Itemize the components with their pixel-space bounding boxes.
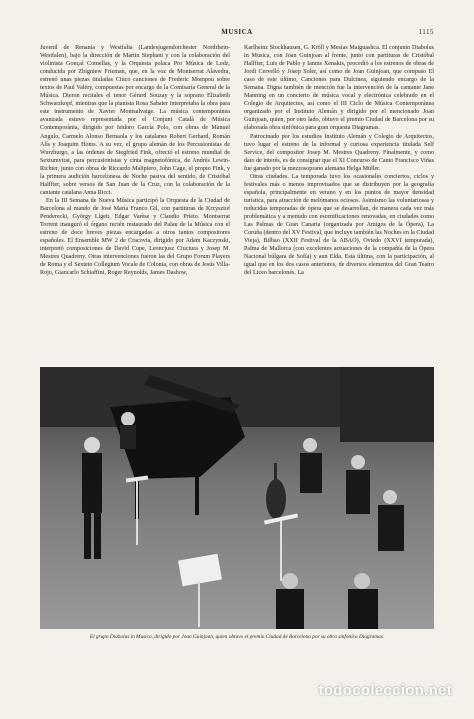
section-title: MUSICA — [221, 28, 253, 36]
paragraph: Otras ciudades. La temporada tuvo los ocasionales conciertos, ciclos y festivales más o menos improvisados que se distribuyen por la geografía española, principalmente en verano y en los puntos de mayor densidad turística, para atracción de melómanos ociosos. Asimismo las voluntariosas y reducidas temporadas de ópera que se desarrollan, de manera cada vez más problemática y a menudo con escenificaciones renovadas, en ciudades como Las Palmas de Gran Canaria (organizada por Amigos de la Ópera), La Coruña (dentro del XV Festival, que incluye también las Noches en la Ciudad Vieja), Bilbao (XXII Festival de la ABAO), Oviedo (XXVI temporada), Palma de Mallorca (con excelentes actuaciones de la compañía de la Ópera Nacional búlgara de Sofía) y aun Elda. Esta última, con la participación, al igual que en los dos casos anteriores, de diversos elementos del Gran Teatro del Liceo barcelonés. La — [244, 173, 434, 277]
ensemble-photo-illustration — [40, 367, 434, 629]
text-columns — [40, 44, 434, 362]
paragraph: En la III Semana de Nueva Música participó la Orquesta de la Ciudad de Barcelona al mando de José María Franco Gil, con partituras de Krzysztof Penderecki, György Ligeti, Edgar Varèse y Claudio Prieto. Montserrat Torrent inauguró el órgano recién restaurado del Palau de la Música con el estreno de doce breves piezas encargadas a otros tantos compositores españoles. El Ensemble MW 2 de Cracovia, dirigido por Adam Kaczynski, interpretó composiciones de David Cope, Leoncjusz Ciuciura y Josep M. Mestres Quadreny. Otras intervenciones fueron las del Grupo Forum Players de Roma y el Sexteto Collegium Vocale de Colonia, con obras de Jesús Villa-Rojo, Giancarlo Schiaffini, Roger Reynolds, James Dashow, — [40, 197, 230, 277]
running-head — [40, 28, 434, 40]
left-column — [40, 44, 230, 362]
watermark-logo: todocoleccion.net — [318, 682, 452, 699]
page-number: 1115 — [418, 28, 434, 36]
photo-caption: El grupo Diabolus in Musica, dirigido por Joan Guinjoan, quien obtuvo el premio Ciudad de Barcelona por su obra sinfónica Diagramas. — [89, 634, 385, 640]
paragraph: Patrocinado por los estudios Instituto Alemán y Colegio de Arquitectos, tuvo lugar el estreno de la informal y curiosa experiencia titulada Self Service, del compositor Josep M. Mestres Quadreny. Finalmente, y como dato de interés, es de consignar que el XI Concurso de Canto Francisco Viñas fue ganado por la mezzosoprano alemana Helga Müller. — [244, 133, 434, 172]
right-column — [244, 44, 434, 362]
paragraph: Juvenil de Renania y Westfalia (Landesjugendorchester Nordrhein-Westfalen), bajo la dirección de Martin Stephani y con la colaboración del violinista Gonçal Comellas, y la Orquesta polaca Pro Música de Lodz, conducida por Zbigniew Frieman, que, en la voz de Montserrat Alavedra, estrenó unas piezas tituladas Cinco canciones de Frederic Mompou sobre textos de Paul Valéry, compuestas por encargo de la Comisaría General de la Música. Dieron recitales el tenor Gérard Souzay y la soprano Elizabeth Schwarzkopf, mientras que la pianista Rosa Sabater interpretaba la obra para este instrumento de Xavier Montsalvatge. La música contemporánea avanzada estuvo representada por el Conjunt Català de Música Contemporània, dirigido por Isidoro García Polo, con obras de Manuel Angulo, Carmelo Alonso Bernaola y los catalanes Robert Gerhard, Román Alís y Joaquim Homs. A su vez, el grupo alemán de los Percusionistas de Wurzburgo, a las órdenes de Siegfried Fink, ofreció el estreno mundial de Sextumvirat, para percusionistas y cinta magnetofónica, de Andrés Lewin-Richter, junto con obras de Riccardo Malipiero, John Cage, el propio Fink, y la primera audición barcelonesa de Noche pasiva del sentido, de Cristóbal Halffter, sobre versos de San Juan de la Cruz, con la colaboración de la cantante catalana Anna Ricci. — [40, 45, 230, 196]
paragraph: Karlheinz Stockhausen, G. Kröll y Mesias Maiguashca. El conjunto Diabolus in Musica, con Joan Guinjoan al frente, junto con partituras de Cristóbal Halffter, Luis de Pablo y Iannis Xenakis, procedió a los estrenos de obras de Jordi Cervelló y Josep Soler, así como de Joan Guinjoan, que compuso El caso de este último, Canciones para Dulcinea, siguiendo encargo de la Semana. Digna también de mención fue la intervención de la cantante Jane Manning en un concierto de música vocal y electrónica celebrado en el Colegio de Arquitectos, así como el III Ciclo de Música Contemporánea organizado por el Instituto Alemán y dirigido por el mencionado Joan Guinjoan, quien, por otro lado, obtuvo el premio Ciudad de Barcelona por su elaborada obra sinfónica para gran orquesta Diagramas. — [244, 45, 434, 132]
concert-photograph — [40, 367, 434, 629]
